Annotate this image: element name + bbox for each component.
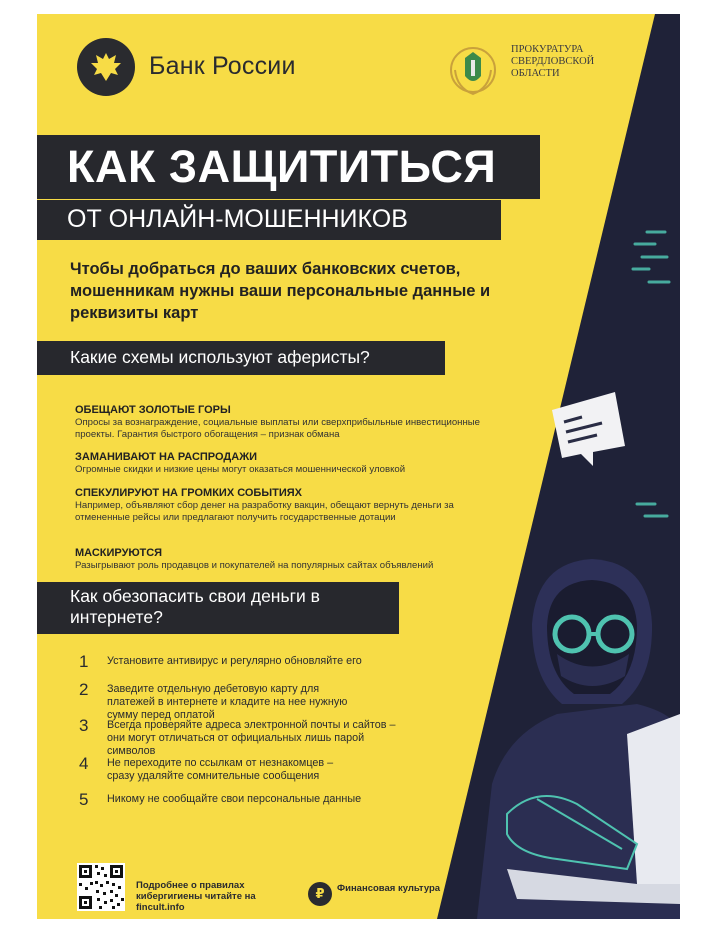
prosecutor-emblem-icon xyxy=(447,40,499,100)
tip-item xyxy=(79,754,357,783)
prosecutor-name-line: ОБЛАСТИ xyxy=(511,68,560,79)
page-subtitle: ОТ ОНЛАЙН-МОШЕННИКОВ xyxy=(67,205,408,233)
prosecutor-name-line: ПРОКУРАТУРА xyxy=(511,44,584,55)
tip-number: 4 xyxy=(79,754,89,773)
scheme-item xyxy=(75,547,495,572)
schemes-heading: Какие схемы используют аферисты? xyxy=(70,347,370,367)
scheme-title: ЗАМАНИВАЮТ НА РАСПРОДАЖИ xyxy=(75,451,258,463)
tip-number: 3 xyxy=(79,716,89,735)
eagle-icon xyxy=(86,47,126,87)
tip-text: Всегда проверяйте адреса электронной почты и сайтов – они могут отличаться от официальных лишь парой символов xyxy=(107,719,396,757)
tip-number: 5 xyxy=(79,790,89,809)
tip-text: Никому не сообщайте свои персональные данные xyxy=(107,793,362,805)
scheme-title: СПЕКУЛИРУЮТ НА ГРОМКИХ СОБЫТИЯХ xyxy=(75,487,302,499)
tip-item xyxy=(79,716,407,758)
tip-item xyxy=(79,790,437,810)
tip-text: Заведите отдельную дебетовую карту для платежей в интернете и кладите на нее нужную сумму перед оплатой xyxy=(107,683,348,721)
more-info-text: Подробнее о правилах кибергигиены читайте на fincult.info xyxy=(136,880,256,913)
bank-of-russia-logo xyxy=(77,38,135,96)
prosecutor-name xyxy=(511,44,621,80)
protection-heading: Как обезопасить свои деньги в интернете? xyxy=(70,586,320,627)
tip-number: 1 xyxy=(79,652,89,671)
scheme-item xyxy=(75,487,495,524)
qr-code[interactable] xyxy=(77,863,125,911)
tip-text: Установите антивирус и регулярно обновляйте его xyxy=(107,655,362,667)
scheme-title: МАСКИРУЮТСЯ xyxy=(75,547,163,559)
tip-item xyxy=(79,652,437,672)
scheme-item xyxy=(75,404,495,441)
scheme-description: Разыгрывают роль продавцов и покупателей на популярных сайтах объявлений xyxy=(75,560,434,571)
poster xyxy=(37,14,680,919)
scheme-description: Огромные скидки и низкие цены могут оказаться мошеннической уловкой xyxy=(75,464,406,475)
tip-number: 2 xyxy=(79,680,89,699)
scheme-item xyxy=(75,451,495,476)
scheme-title: ОБЕЩАЮТ ЗОЛОТЫЕ ГОРЫ xyxy=(75,404,231,416)
tip-text: Не переходите по ссылкам от незнакомцев – сразу удаляйте сомнительные сообщения xyxy=(107,757,334,782)
intro-text: Чтобы добраться до ваших банковских счетов, мошенникам нужны ваши персональные данные и реквизиты карт xyxy=(70,260,491,322)
prosecutor-name-line: СВЕРДЛОВСКОЙ xyxy=(511,56,595,67)
scheme-description: Например, объявляют сбор денег на разработку вакцин, обещают вернуть деньги за отмененные рейсы или предлагают получить государственные дотации xyxy=(75,500,454,523)
scheme-description: Опросы за вознаграждение, социальные выплаты или сверхприбыльные инвестиционные проекты. Гарантия быстрого обогащения – признак обмана xyxy=(75,417,481,440)
fin-culture-logo: ₽ xyxy=(308,882,332,906)
bank-name: Банк России xyxy=(149,52,296,80)
fin-culture-text: Финансовая культура xyxy=(337,883,441,894)
page-title: КАК ЗАЩИТИТЬСЯ xyxy=(67,141,497,192)
